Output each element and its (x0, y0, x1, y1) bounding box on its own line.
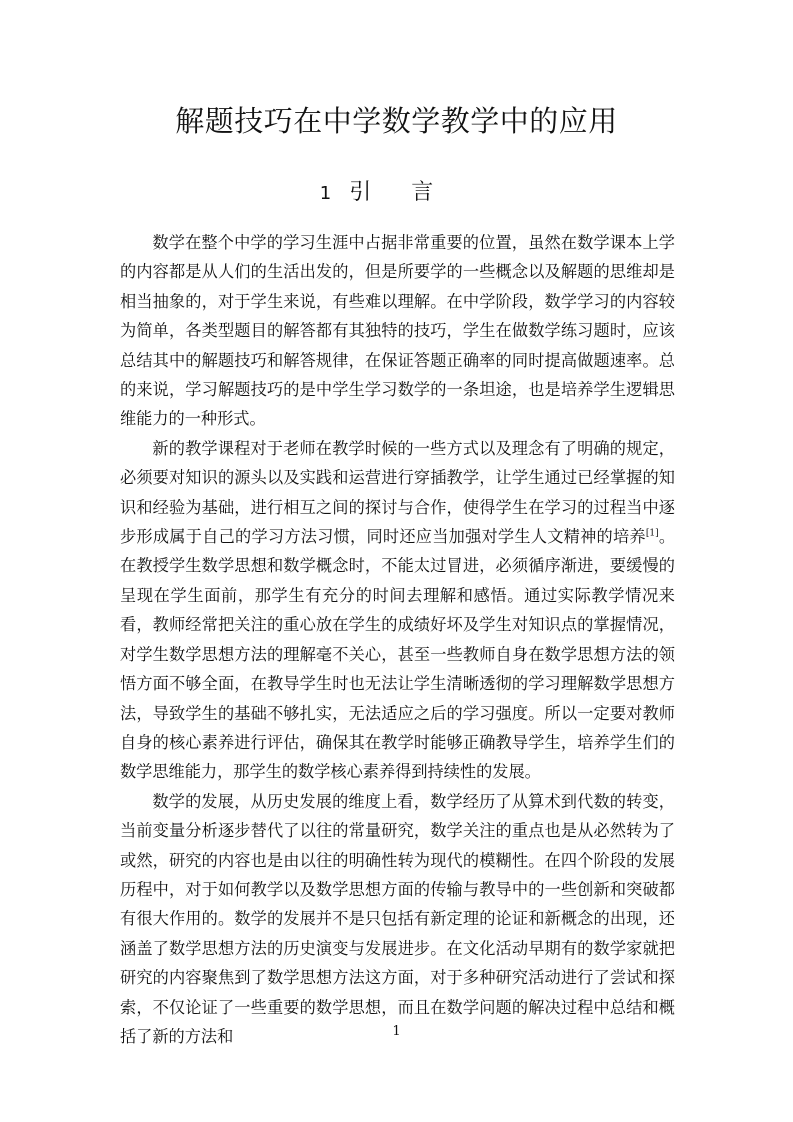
section-number: 1 (319, 183, 332, 204)
section-title: 引言 (349, 180, 474, 205)
paragraph-1: 数学在整个中学的学习生涯中占据非常重要的位置，虽然在数学课本上学的内容都是从人们的生活出发的，但是所要学的一些概念以及解题的思维却是相当抽象的，对于学生来说，有些难以理解。在中学阶段，数学学习的内容较为简单，各类型题目的解答都有其独特的技巧，学生在做数学练习题时，应该总结其中的解题技巧和解答规律，在保证答题正确率的同时提高做题速率。总的来说，学习解题技巧的是中学生学习数学的一条坦途，也是培养学生逻辑思维能力的一种形式。 (120, 233, 675, 429)
paragraph-3: 数学的发展，从历史发展的维度上看，数学经历了从算术到代数的转变，当前变量分析逐步替代了以往的常量研究，数学关注的重点也是从必然转为了或然，研究的内容也是由以往的明确性转为现代的模糊性。在四个阶段的发展历程中，对于如何教学以及数学思想方面的传输与教导中的一些创新和突破都有很大作用的。数学的发展并不是只包括有新定理的论证和新概念的出现，还涵盖了数学思想方法的历史演变与发展进步。在文化活动早期有的数学家就把研究的内容聚焦到了数学思想方法这方面，对于多种研究活动进行了尝试和探索，不仅论证了一些重要的数学思想，而且在数学问题的解决过程中总结和概括了新的方法和 (120, 791, 675, 1046)
paragraph-2-text-after-citation: 。在教授学生数学思想和数学概念时，不能太过冒进，必须循序渐进，要缓慢的呈现在学生面前，那学生有充分的时间去理解和感悟。通过实际教学情况来看，教师经常把关注的重心放在学生的成绩好坏及学生对知识点的掌握情况，对学生数学思想方法的理解毫不关心，甚至一些教师自身在数学思想方法的领悟方面不够全面，在教导学生时也无法让学生清晰透彻的学习理解数学思想方法，导致学生的基础不够扎实，无法适应之后的学习强度。所以一定要对教师自身的核心素养进行评估，确保其在教学时能够正确教导学生，培养学生们的数学思维能力，那学生的数学核心素养得到持续性的发展。 (120, 527, 676, 782)
paragraph-2-text-before-citation: 新的教学课程对于老师在教学时候的一些方式以及理念有了明确的规定，必须要对知识的源头以及实践和运营进行穿插教学，让学生通过已经掌握的知识和经验为基础，进行相互之间的探讨与合作，使得学生在学习的过程当中逐步形成属于自己的学习方法习惯，同时还应当加强对学生人文精神的培养 (120, 438, 675, 547)
section-heading (0, 176, 793, 211)
citation-1: [1] (645, 528, 659, 539)
paper-title: 解题技巧在中学数学教学中的应用 (175, 104, 618, 138)
page-number: 1 (392, 1024, 401, 1039)
body-text (120, 228, 675, 1051)
paragraph-2 (120, 434, 675, 787)
